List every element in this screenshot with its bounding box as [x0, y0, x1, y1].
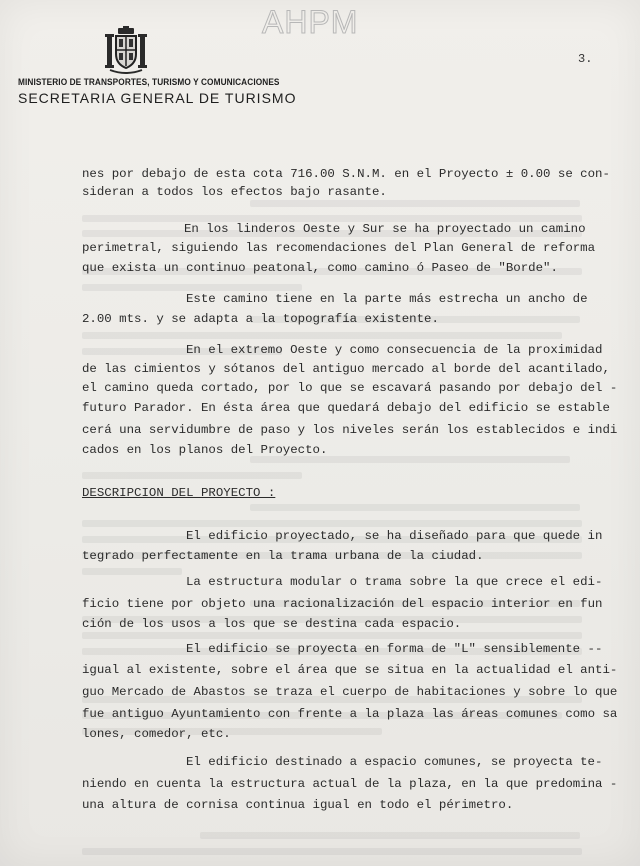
text-line: una altura de cornisa continua igual en todo el périmetro.: [82, 798, 514, 812]
text-line: ción de los usos a los que se destina cada espacio.: [82, 617, 462, 631]
text-line: En los linderos Oeste y Sur se ha proyectado un camino: [184, 222, 586, 236]
text-line: El edificio destinado a espacio comunes, se proyecta te-: [186, 755, 603, 769]
text-line: El edificio se proyecta en forma de "L" sensiblemente --: [186, 642, 603, 656]
text-line: futuro Parador. En ésta área que quedará debajo del edificio se estable: [82, 401, 610, 415]
text-line: 2.00 mts. y se adapta a la topografía existente.: [82, 312, 439, 326]
coat-of-arms-icon: [104, 26, 148, 74]
text-line: el camino queda cortado, por lo que se escavará pasando por debajo del -: [82, 381, 618, 395]
text-line: cados en los planos del Proyecto.: [82, 443, 328, 457]
archive-stamp: AHPM: [262, 4, 359, 40]
text-line: que exista un continuo peatonal, como camino ó Paseo de "Borde".: [82, 261, 558, 275]
text-line: fue antiguo Ayuntamiento con frente a la plaza las áreas comunes como sa: [82, 707, 618, 721]
ministry-name: MINISTERIO DE TRANSPORTES, TURISMO Y COMUNICACIONES: [18, 77, 280, 87]
text-line: perimetral, siguiendo las recomendaciones del Plan General de reforma: [82, 241, 596, 255]
section-heading: DESCRIPCION DEL PROYECTO :: [82, 486, 276, 500]
text-line: cerá una servidumbre de paso y los niveles serán los establecidos e indi: [82, 423, 618, 437]
text-line: sideran a todos los efectos bajo rasante.: [82, 185, 387, 199]
text-line: La estructura modular o trama sobre la que crece el edi-: [186, 575, 603, 589]
text-line: ficio tiene por objeto una racionalización del espacio interior en fun: [82, 597, 603, 611]
text-line: Este camino tiene en la parte más estrecha un ancho de: [186, 292, 588, 306]
text-line: En el extremo Oeste y como consecuencia de la proximidad: [186, 343, 603, 357]
secretaria-name: SECRETARIA GENERAL DE TURISMO: [18, 90, 297, 106]
text-line: tegrado perfectamente en la trama urbana de la ciudad.: [82, 549, 484, 563]
text-line: igual al existente, sobre el área que se situa en la actualidad el anti-: [82, 663, 618, 677]
text-line: nes por debajo de esta cota 716.00 S.N.M. en el Proyecto ± 0.00 se con-: [82, 167, 610, 181]
text-line: niendo en cuenta la estructura actual de la plaza, en la que predomina -: [82, 777, 618, 791]
text-line: lones, comedor, etc.: [82, 727, 231, 741]
page-number: 3.: [578, 52, 593, 66]
text-line: de las cimientos y sótanos del antiguo mercado al borde del acantilado,: [82, 362, 610, 376]
text-line: El edificio proyectado, se ha diseñado para que quede in: [186, 529, 603, 543]
text-line: guo Mercado de Abastos se traza el cuerpo de habitaciones y sobre lo que: [82, 685, 618, 699]
